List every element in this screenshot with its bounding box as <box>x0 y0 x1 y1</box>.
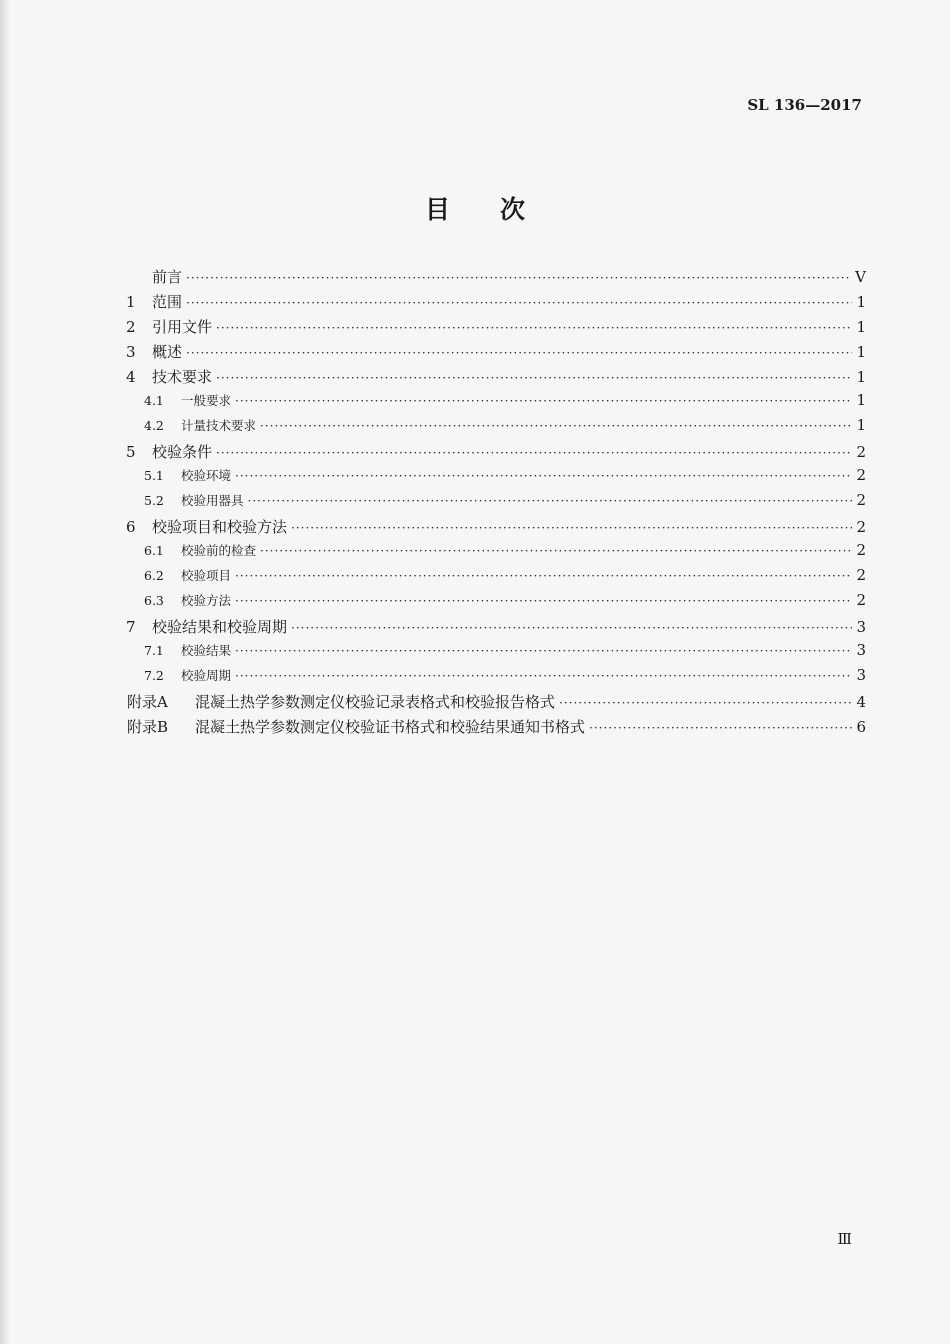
toc-entry[interactable] <box>126 616 866 641</box>
toc-entry-number: 1 <box>126 293 136 311</box>
toc-entry-label: 混凝土热学参数测定仪校验记录表格式和校验报告格式 <box>195 693 556 711</box>
toc-dot-leader <box>260 544 852 558</box>
toc-entry-number: 6.3 <box>144 593 164 608</box>
toc-entry-label: 校验结果 <box>181 643 232 658</box>
toc-entry[interactable] <box>127 691 866 716</box>
toc-entry-label: 校验用器具 <box>181 493 244 508</box>
toc-entry-label: 校验前的检查 <box>181 543 257 558</box>
toc-entry-number: 5.1 <box>144 468 164 483</box>
toc-entry-label: 计量技术要求 <box>181 418 257 433</box>
toc-entry-label: 校验条件 <box>152 443 213 461</box>
toc-entry-number: 7.1 <box>144 643 164 658</box>
toc-dot-leader <box>186 346 852 360</box>
toc-entry-page: 6 <box>856 718 866 736</box>
toc-entry-number: 7.2 <box>144 668 164 683</box>
toc-entry-number: 附录A <box>127 693 168 711</box>
toc-entry-label: 校验项目和校验方法 <box>152 518 288 536</box>
toc-entry[interactable] <box>126 291 866 316</box>
toc-entry-page: 4 <box>856 693 866 711</box>
toc-entry[interactable] <box>126 366 866 391</box>
toc-entry-label: 校验周期 <box>181 668 232 683</box>
toc-entry-label: 范围 <box>152 293 183 311</box>
toc-entry-number: 6.2 <box>144 568 164 583</box>
toc-dot-leader <box>216 446 852 460</box>
toc-entry-page: 1 <box>856 318 866 336</box>
toc-entry-page: V <box>855 268 866 286</box>
toc-entry[interactable] <box>126 266 866 291</box>
toc-entry[interactable] <box>126 591 866 616</box>
toc-entry-page: 2 <box>856 591 866 609</box>
standard-code: SL 136—2017 <box>747 96 862 114</box>
toc-entry-number: 5 <box>126 443 136 461</box>
toc-dot-leader <box>216 321 852 335</box>
toc-entry-page: 1 <box>856 416 866 434</box>
table-of-contents <box>126 266 866 741</box>
toc-entry-label: 概述 <box>152 343 183 361</box>
toc-dot-leader <box>291 621 852 635</box>
page-title: 目次 <box>424 195 575 224</box>
toc-entry-label: 前言 <box>152 268 183 286</box>
toc-entry-number: 7 <box>126 618 136 636</box>
toc-entry[interactable] <box>126 641 866 666</box>
toc-dot-leader <box>260 419 852 433</box>
toc-dot-leader <box>589 721 852 735</box>
toc-entry[interactable] <box>126 566 866 591</box>
toc-entry-page: 2 <box>856 566 866 584</box>
toc-entry[interactable] <box>126 341 866 366</box>
toc-entry-number: 5.2 <box>144 493 164 508</box>
toc-entry-page: 2 <box>856 466 866 484</box>
toc-dot-leader <box>235 469 852 483</box>
toc-entry-number: 3 <box>126 343 136 361</box>
page-number: Ⅲ <box>837 1230 852 1248</box>
toc-entry-number: 4.2 <box>144 418 164 433</box>
toc-entry-label: 引用文件 <box>152 318 213 336</box>
toc-dot-leader <box>235 569 852 583</box>
toc-entry-page: 3 <box>856 641 866 659</box>
toc-entry-page: 1 <box>856 293 866 311</box>
toc-entry-page: 1 <box>856 391 866 409</box>
toc-entry[interactable] <box>127 716 866 741</box>
toc-entry-number: 4 <box>126 368 136 386</box>
toc-entry-page: 2 <box>856 443 866 461</box>
toc-entry-label: 校验方法 <box>181 593 232 608</box>
toc-entry-page: 3 <box>856 618 866 636</box>
toc-entry[interactable] <box>126 466 866 491</box>
toc-entry-number: 2 <box>126 318 136 336</box>
toc-dot-leader <box>291 521 852 535</box>
toc-entry-page: 1 <box>856 368 866 386</box>
toc-entry[interactable] <box>126 441 866 466</box>
toc-entry[interactable] <box>126 666 866 691</box>
toc-entry-number: 4.1 <box>144 393 164 408</box>
toc-entry[interactable] <box>126 316 866 341</box>
toc-entry-number: 6 <box>126 518 136 536</box>
toc-entry[interactable] <box>126 541 866 566</box>
toc-entry-page: 2 <box>856 541 866 559</box>
toc-entry-label: 校验结果和校验周期 <box>152 618 288 636</box>
toc-dot-leader <box>235 594 852 608</box>
toc-entry-label: 技术要求 <box>152 368 213 386</box>
toc-dot-leader <box>235 644 852 658</box>
toc-entry-label: 一般要求 <box>181 393 232 408</box>
toc-entry-label: 混凝土热学参数测定仪校验证书格式和校验结果通知书格式 <box>195 718 586 736</box>
toc-dot-leader <box>559 696 852 710</box>
toc-entry-page: 2 <box>856 491 866 509</box>
toc-entry-label: 校验项目 <box>181 568 232 583</box>
toc-entry[interactable] <box>126 491 866 516</box>
toc-entry[interactable] <box>126 416 866 441</box>
toc-entry-page: 2 <box>856 518 866 536</box>
toc-entry-number: 附录B <box>127 718 169 736</box>
toc-dot-leader <box>235 394 852 408</box>
toc-dot-leader <box>216 371 852 385</box>
toc-entry-page: 1 <box>856 343 866 361</box>
toc-entry-page: 3 <box>856 666 866 684</box>
toc-entry[interactable] <box>126 391 866 416</box>
toc-entry-number: 6.1 <box>144 543 164 558</box>
toc-dot-leader <box>186 296 852 310</box>
toc-entry[interactable] <box>126 516 866 541</box>
toc-dot-leader <box>186 271 851 285</box>
toc-dot-leader <box>248 494 852 508</box>
toc-entry-label: 校验环境 <box>181 468 232 483</box>
toc-dot-leader <box>235 669 852 683</box>
